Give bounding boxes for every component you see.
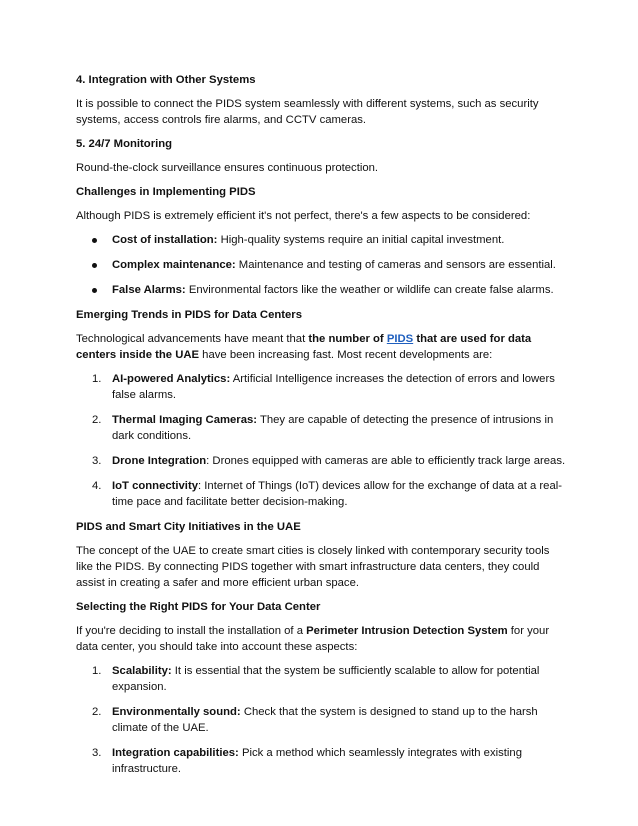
list-number: 2. [92, 706, 102, 718]
list-item [76, 453, 566, 469]
list-number: 1. [92, 665, 102, 677]
list-item-term: Complex maintenance: [112, 259, 236, 271]
selecting-intro-pre: If you're deciding to install the installation of a [76, 625, 307, 637]
list-item [76, 745, 566, 777]
list-item-term: Scalability: [112, 665, 172, 677]
selecting-intro-post: for your data center, you should take into account these aspects: [76, 625, 550, 653]
section-heading-smart-city: PIDS and Smart City Initiatives in the UAE [76, 521, 301, 533]
list-item [76, 412, 566, 444]
section-heading-integration: 4. Integration with Other Systems [76, 74, 256, 86]
list-item-text: : Internet of Things (IoT) devices allow for the exchange of data at a real-time pace and facilitate better decision-making. [112, 480, 562, 508]
section-heading-trends: Emerging Trends in PIDS for Data Centers [76, 309, 302, 321]
selecting-list [76, 663, 566, 777]
section-heading-challenges: Challenges in Implementing PIDS [76, 186, 256, 198]
list-item-term: Thermal Imaging Cameras: [112, 414, 258, 426]
section-heading-monitoring: 5. 24/7 Monitoring [76, 138, 173, 150]
list-number: 1. [92, 373, 102, 385]
document-page [76, 72, 566, 786]
list-item-term: False Alarms: [112, 284, 186, 296]
list-item-text: High-quality systems require an initial capital investment. [217, 234, 505, 246]
trends-intro-post: have been increasing fast. Most recent developments are: [199, 349, 493, 361]
list-item-text: Artificial Intelligence increases the detection of errors and lowers false alarms. [112, 373, 555, 401]
list-item [76, 232, 566, 248]
list-item [76, 478, 566, 510]
list-item-text: : Drones equipped with cameras are able to efficiently track large areas. [206, 455, 566, 467]
list-item-text: Check that the system is designed to stand up to the harsh climate of the UAE. [112, 706, 538, 734]
paragraph-trends-intro [76, 331, 566, 363]
list-item-text: It is essential that the system be sufficiently scalable to allow for potential expansion. [112, 665, 540, 693]
list-item-text: Pick a method which seamlessly integrates with existing infrastructure. [112, 747, 522, 775]
list-number: 4. [92, 480, 102, 492]
list-number: 3. [92, 455, 102, 467]
section-heading-selecting: Selecting the Right PIDS for Your Data Center [76, 601, 321, 613]
trends-intro-bold-1: the number of [308, 333, 387, 345]
list-item-term: Drone Integration [112, 455, 207, 467]
list-item-term: IoT connectivity [112, 480, 198, 492]
list-item-term: AI-powered Analytics: [112, 373, 231, 385]
paragraph-integration: It is possible to connect the PIDS system seamlessly with different systems, such as security systems, access controls fire alarms, and CCTV cameras. [76, 98, 539, 126]
challenges-list [76, 232, 566, 298]
trends-list [76, 371, 566, 510]
list-item [76, 663, 566, 695]
list-item [76, 282, 566, 298]
pids-link[interactable]: PIDS [386, 333, 414, 345]
list-number: 3. [92, 747, 102, 759]
list-item [76, 371, 566, 403]
list-number: 2. [92, 414, 102, 426]
list-item [76, 704, 566, 736]
trends-intro-bold-2: that are used for data centers inside the UAE [76, 333, 532, 361]
list-item-term: Integration capabilities: [112, 747, 239, 759]
list-item-text: Maintenance and testing of cameras and sensors are essential. [235, 259, 556, 271]
list-item-text: Environmental factors like the weather or wildlife can create false alarms. [185, 284, 554, 296]
list-item-term: Environmentally sound: [112, 706, 241, 718]
list-item-term: Cost of installation: [112, 234, 218, 246]
trends-intro-pre: Technological advancements have meant that [76, 333, 309, 345]
paragraph-challenges-intro: Although PIDS is extremely efficient it's not perfect, there's a few aspects to be considered: [76, 210, 531, 222]
paragraph-monitoring: Round-the-clock surveillance ensures continuous protection. [76, 162, 379, 174]
paragraph-selecting-intro [76, 623, 566, 655]
list-item [76, 257, 566, 273]
paragraph-smart-city: The concept of the UAE to create smart cities is closely linked with contemporary security tools like the PIDS. By connecting PIDS together with smart infrastructure data centers, they could assist in creating a safer and more efficient urban space. [76, 545, 550, 589]
list-item-text: They are capable of detecting the presence of intrusions in dark conditions. [112, 414, 554, 442]
selecting-intro-bold: Perimeter Intrusion Detection System [306, 625, 508, 637]
